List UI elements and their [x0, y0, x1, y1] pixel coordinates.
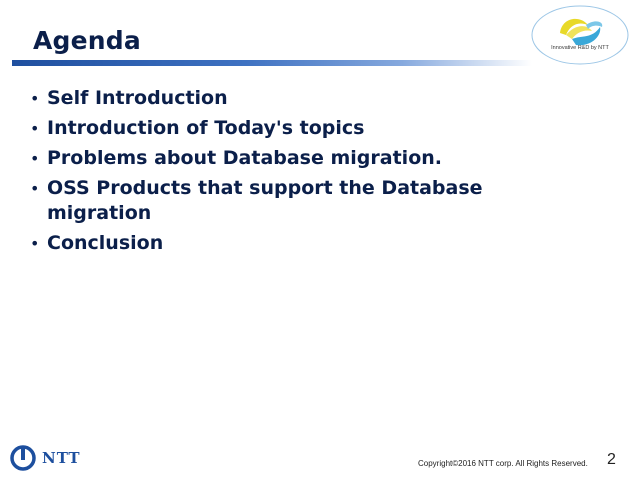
- ntt-innovative-rd-swirl-icon: [530, 5, 630, 69]
- bullet: •: [30, 234, 40, 253]
- list-item: [30, 86, 570, 111]
- agenda-item-text: Introduction of Today's topics: [47, 117, 365, 139]
- brand-name: NTT: [42, 449, 81, 467]
- page-number: 2: [607, 451, 616, 468]
- agenda-list: [30, 86, 570, 261]
- list-item: [30, 176, 570, 226]
- logo-tagline: Innovative R&D by NTT: [551, 45, 609, 51]
- copyright-text: Copyright©2016 NTT corp. All Rights Reserved.: [418, 459, 588, 468]
- agenda-item-text: OSS Products that support the Database migration: [47, 177, 483, 224]
- agenda-item-text: Problems about Database migration.: [47, 147, 442, 169]
- bullet: •: [30, 89, 40, 108]
- title-underline-bar: [12, 60, 532, 66]
- ntt-logo-icon: [10, 445, 36, 471]
- bullet: •: [30, 179, 40, 198]
- list-item: [30, 231, 570, 256]
- bullet: •: [30, 149, 40, 168]
- list-item: [30, 146, 570, 171]
- agenda-item-text: Conclusion: [47, 232, 164, 254]
- innovative-rd-logo: [530, 5, 630, 69]
- agenda-item-text: Self Introduction: [47, 87, 228, 109]
- bullet: •: [30, 119, 40, 138]
- footer-brand: [10, 444, 81, 472]
- list-item: [30, 116, 570, 141]
- slide-title: Agenda: [33, 26, 141, 55]
